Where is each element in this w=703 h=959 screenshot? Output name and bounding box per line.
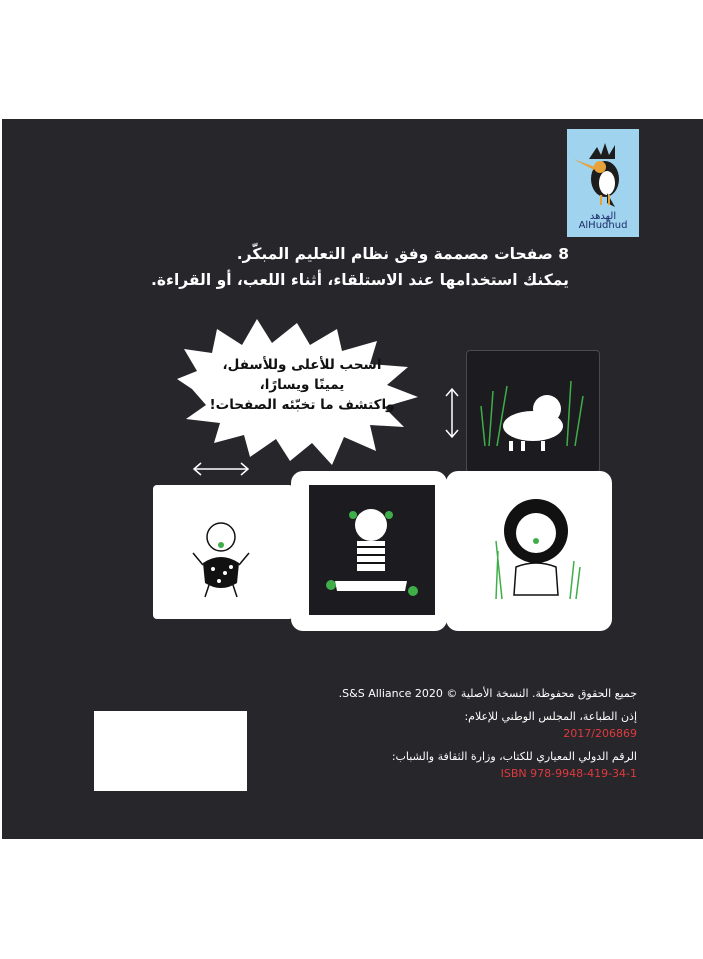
- lion-illustration-icon: [446, 471, 612, 631]
- publisher-logo: [567, 129, 639, 237]
- girl-illustration-icon: [309, 485, 435, 615]
- baby-illustration-icon: [153, 485, 293, 619]
- copyright-text: جميع الحقوق محفوظة. النسخة الأصلية © S&S Alliance 2020.: [338, 687, 637, 700]
- isbn-number: ISBN 978-9948-419-34-1: [500, 767, 637, 780]
- print-permit-label: إذن الطباعة، المجلس الوطني للإعلام:: [464, 710, 637, 723]
- middle-card-image: [309, 485, 435, 615]
- right-card: [446, 471, 612, 631]
- isbn-label: الرقم الدولي المعياري للكتاب، وزارة الثقافة والشباب:: [391, 750, 637, 763]
- bubble-line-2: يمينًا ويسارًا،: [259, 377, 345, 393]
- speech-bubble-text: [202, 355, 402, 415]
- book-back-cover: [2, 119, 703, 839]
- intro-line-1: 8 صفحات مصممة وفق نظام التعليم المبكّر.: [236, 245, 569, 263]
- bubble-line-1: اسحب للأعلى وللأسفل،: [222, 357, 382, 373]
- top-flap-card: [466, 350, 600, 473]
- left-card: [153, 485, 293, 619]
- intro-text: [49, 241, 569, 293]
- lion-grass-illustration-icon: [467, 351, 599, 472]
- permit-number: 2017/206869: [563, 727, 637, 740]
- middle-card: [291, 471, 447, 631]
- horizontal-double-arrow-icon: [190, 461, 252, 477]
- credits: [197, 685, 637, 782]
- intro-line-2: يمكنك استخدامها عند الاستلقاء، أثناء اللعب، أو القراءة.: [150, 271, 569, 289]
- barcode-area: [94, 711, 247, 791]
- svg-text:الهدهد: الهدهد: [589, 211, 617, 222]
- logo-text: AlHudhud: [578, 220, 628, 231]
- vertical-double-arrow-icon: [442, 385, 462, 441]
- bubble-line-3: واكتشف ما تخبّئه الصفحات!: [209, 397, 395, 413]
